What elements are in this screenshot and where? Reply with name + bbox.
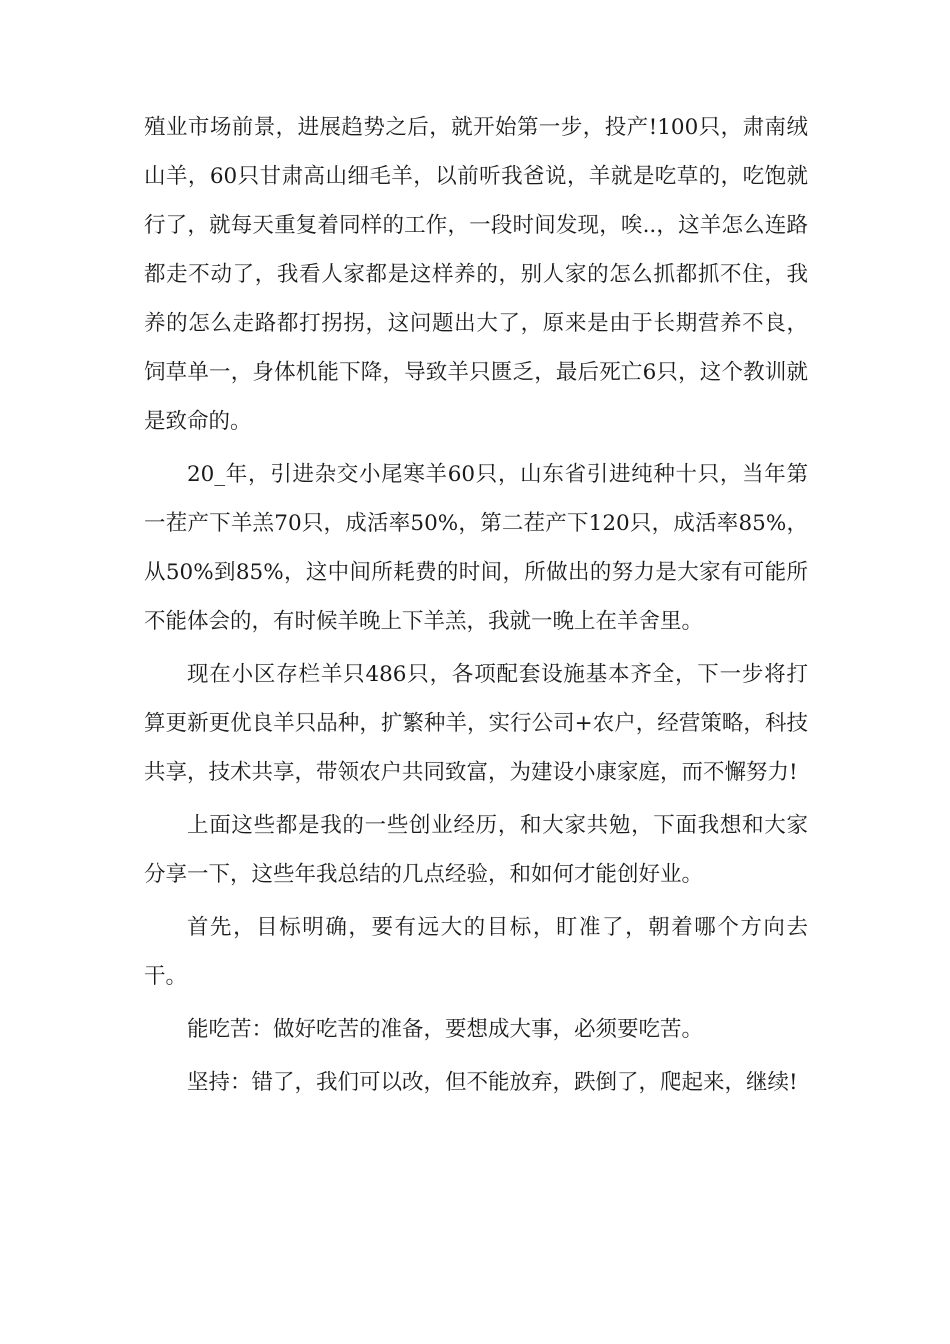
- paragraph-continued: 殖业市场前景，进展趋势之后，就开始第一步，投产!100只，肃南绒山羊，60只甘肃高山细毛羊，以前听我爸说，羊就是吃草的，吃饱就行了，就每天重复着同样的工作，一段时间发现，唉..，这羊怎么连路都走不动了，我看人家都是这样养的，别人家的怎么抓都抓不住，我养的怎么走路都打拐拐，这问题出大了，原来是由于长期营养不良，饲草单一，身体机能下降，导致羊只匮乏，最后死亡6只，这个教训就是致命的。: [144, 115, 808, 434]
- paragraph-clear-goals: 首先，目标明确，要有远大的目标，盯准了，朝着哪个方向去干。: [144, 915, 808, 989]
- paragraph-introduction-breeding: 20_年，引进杂交小尾寒羊60只，山东省引进纯种十只，当年第一茬产下羊羔70只，成活率50%，第二茬产下120只，成活率85%，从50%到85%，这中间所耗费的时间，所做出的努力是大家有可能所不能体会的，有时候羊晚上下羊羔，我就一晚上在羊舍里。: [144, 462, 808, 634]
- paragraph-experience-intro: 上面这些都是我的一些创业经历，和大家共勉，下面我想和大家分享一下，这些年我总结的几点经验，和如何才能创好业。: [144, 813, 808, 887]
- paragraph-hard-work: 能吃苦：做好吃苦的准备，要想成大事，必须要吃苦。: [187, 1017, 704, 1042]
- paragraph-persistence: 坚持：错了，我们可以改，但不能放弃，跌倒了，爬起来，继续!: [187, 1070, 798, 1095]
- paragraph-current-status: 现在小区存栏羊只486只，各项配套设施基本齐全，下一步将打算更新更优良羊只品种，扩繁种羊，实行公司+农户，经营策略，科技共享，技术共享，带领农户共同致富，为建设小康家庭，而不懈努力!: [144, 662, 808, 785]
- document-body: [144, 103, 808, 1111]
